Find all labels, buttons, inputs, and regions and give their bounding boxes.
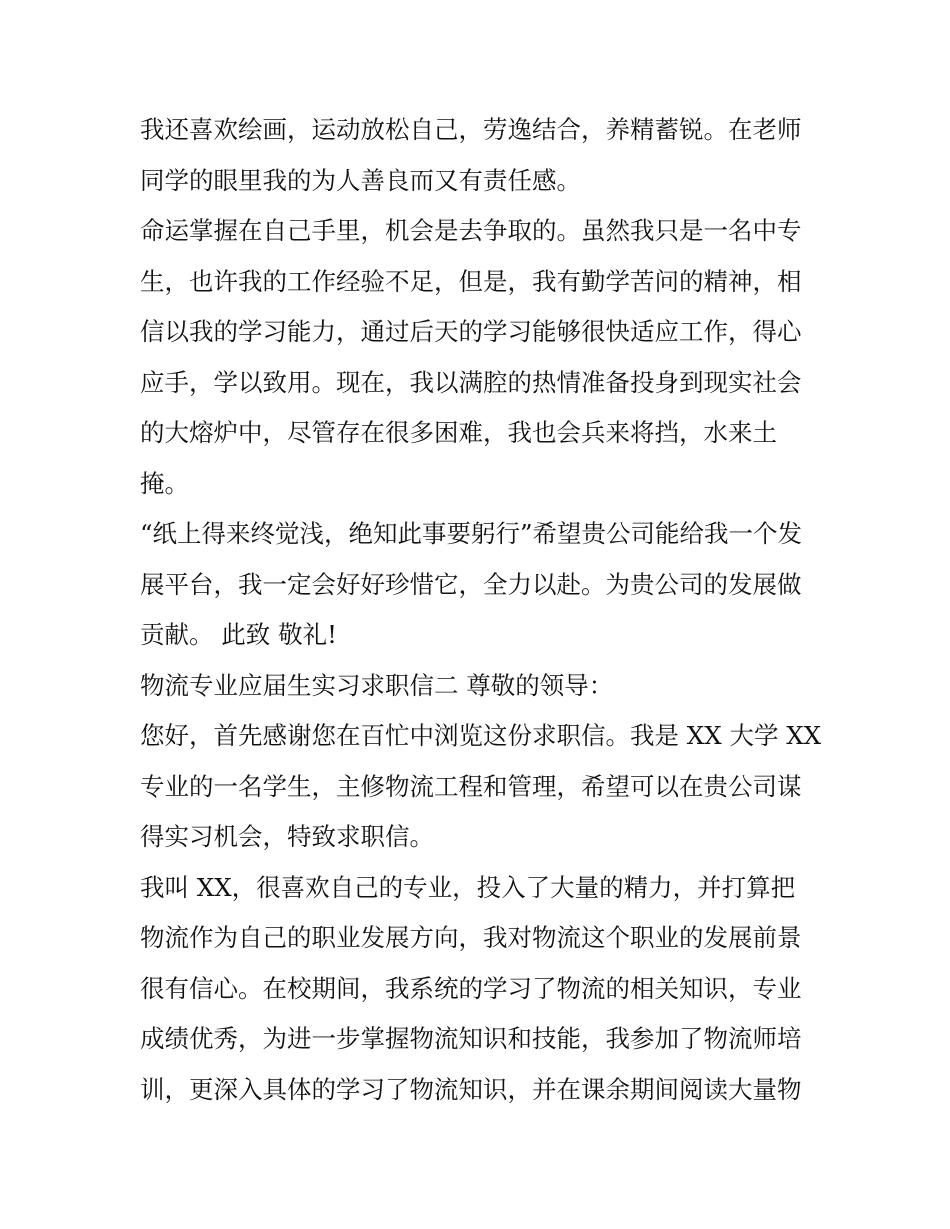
text-line: 展平台，我一定会好好珍惜它，全力以赴。为贵公司的发展做 [140,569,802,599]
text-line: 命运掌握在自己手里，机会是去争取的。虽然我只是一名中专 [140,216,802,245]
text-line: 成绩优秀，为进一步掌握物流知识和技能，我参加了物流师培 [140,1024,802,1053]
section-heading: 物流专业应届生实习求职信二 尊敬的领导： [140,670,614,700]
text-line: 物流作为自己的职业发展方向，我对物流这个职业的发展前景 [140,923,802,952]
text-line: 贡献。 此致 敬礼! [140,620,337,649]
text-line: 您好，首先感谢您在百忙中浏览这份求职信。我是 XX 大学 XX [140,721,822,750]
text-line: 应手，学以致用。现在，我以满腔的热情准备投身到现实社会 [140,367,802,397]
text-line: 的大熔炉中，尽管存在很多困难，我也会兵来将挡，水来土 [140,418,777,447]
text-line: 生，也许我的工作经验不足，但是，我有勤学苦问的精神，相 [140,266,802,296]
text-line: 掩。 [140,468,189,498]
text-line: 专业的一名学生，主修物流工程和管理，希望可以在贵公司谋 [140,771,802,801]
text-line: 我还喜欢绘画，运动放松自己，劳逸结合，养精蓄锐。在老师 [140,115,802,144]
text-line: 我叫 XX，很喜欢自己的专业，投入了大量的精力，并打算把 [140,872,796,902]
document-body [140,105,820,1115]
text-line: 训，更深入具体的学习了物流知识，并在课余期间阅读大量物 [140,1074,802,1104]
text-line: 很有信心。在校期间，我系统的学习了物流的相关知识，专业 [140,973,802,1003]
text-line: 同学的眼里我的为人善良而又有责任感。 [140,165,581,195]
text-line: “纸上得来终觉浅，绝知此事要躬行”希望贵公司能给我一个发 [140,519,803,548]
text-line: 信以我的学习能力，通过后天的学习能够很快适应工作，得心 [140,317,802,346]
text-line: 得实习机会，特致求职信。 [140,822,434,851]
